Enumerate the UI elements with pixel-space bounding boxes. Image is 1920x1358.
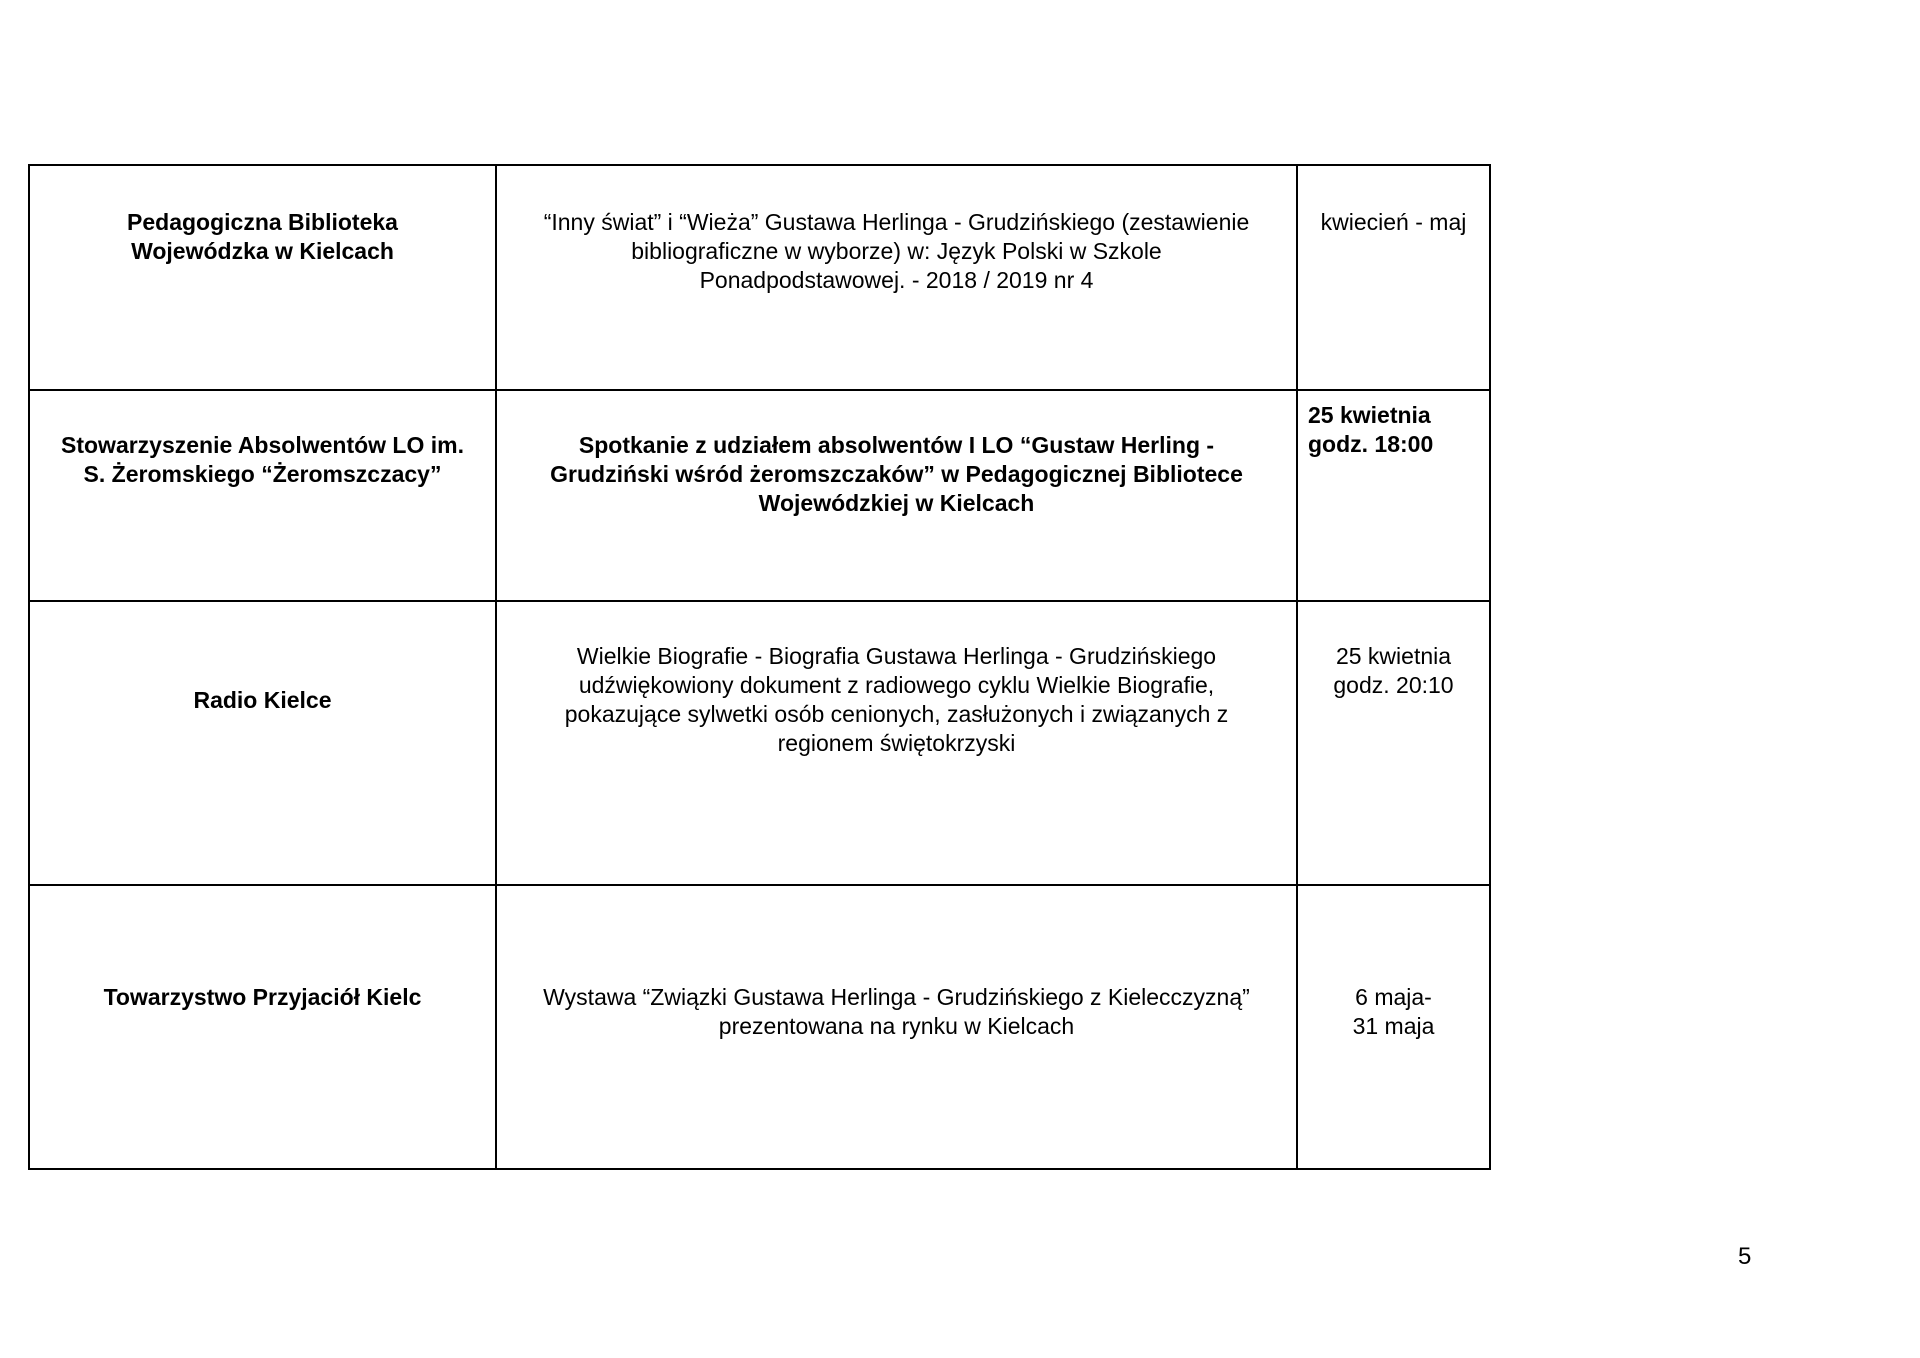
organizer-cell — [29, 390, 496, 601]
organizer-line: Towarzystwo Przyjaciół Kielc — [103, 984, 422, 1010]
description-line: regionem świętokrzyski — [777, 730, 1016, 756]
page-number: 5 — [1738, 1243, 1752, 1270]
description-cell — [496, 601, 1297, 885]
description-line: Spotkanie z udziałem absolwentów I LO “Gustaw Herling - — [578, 432, 1215, 458]
organizer-line: S. Żeromskiego “Żeromszczacy” — [83, 461, 442, 487]
date-line: 6 maja- — [1355, 984, 1432, 1010]
organizer-line: Stowarzyszenie Absolwentów LO im. — [61, 432, 464, 458]
organizer-cell — [29, 601, 496, 885]
description-cell — [496, 165, 1297, 390]
organizer-cell — [29, 165, 496, 390]
description-line: udźwiękowiony dokument z radiowego cyklu Wielkie Biografie, — [578, 672, 1215, 698]
date-cell — [1297, 165, 1490, 390]
date-cell — [1297, 885, 1490, 1169]
organizer-line: Radio Kielce — [193, 687, 332, 713]
description-line: Wielkie Biografie - Biografia Gustawa Herlinga - Grudzińskiego — [576, 643, 1217, 669]
date-line: godz. 18:00 — [1308, 431, 1434, 457]
events-table — [28, 164, 1491, 1170]
description-cell — [496, 390, 1297, 601]
table-row — [29, 165, 1490, 390]
date-line: kwiecień - maj — [1320, 209, 1467, 235]
description-line: bibliograficzne w wyborze) w: Język Polski w Szkole — [631, 238, 1162, 264]
description-line: Wystawa “Związki Gustawa Herlinga - Grudzińskiego z Kielecczyzną” — [543, 984, 1250, 1010]
date-cell — [1297, 390, 1490, 601]
description-line: Wojewódzkiej w Kielcach — [758, 490, 1035, 516]
description-line: Grudziński wśród żeromszczaków” w Pedagogicznej Bibliotece — [550, 461, 1243, 487]
description-line: “Inny świat” i “Wieża” Gustawa Herlinga - Grudzińskiego (zestawienie — [543, 209, 1250, 235]
date-cell — [1297, 601, 1490, 885]
table-row — [29, 885, 1490, 1169]
date-line: 31 maja — [1352, 1013, 1435, 1039]
date-line: 25 kwietnia — [1308, 402, 1431, 428]
description-line: Ponadpodstawowej. - 2018 / 2019 nr 4 — [699, 267, 1094, 293]
date-line: godz. 20:10 — [1333, 672, 1454, 698]
description-line: prezentowana na rynku w Kielcach — [718, 1013, 1075, 1039]
table-row — [29, 390, 1490, 601]
organizer-line: Pedagogiczna Biblioteka — [127, 209, 398, 235]
description-cell — [496, 885, 1297, 1169]
date-line: 25 kwietnia — [1335, 643, 1452, 669]
organizer-line: Wojewódzka w Kielcach — [131, 238, 394, 264]
table-row — [29, 601, 1490, 885]
organizer-cell — [29, 885, 496, 1169]
description-line: pokazujące sylwetki osób cenionych, zasłużonych i związanych z — [564, 701, 1229, 727]
